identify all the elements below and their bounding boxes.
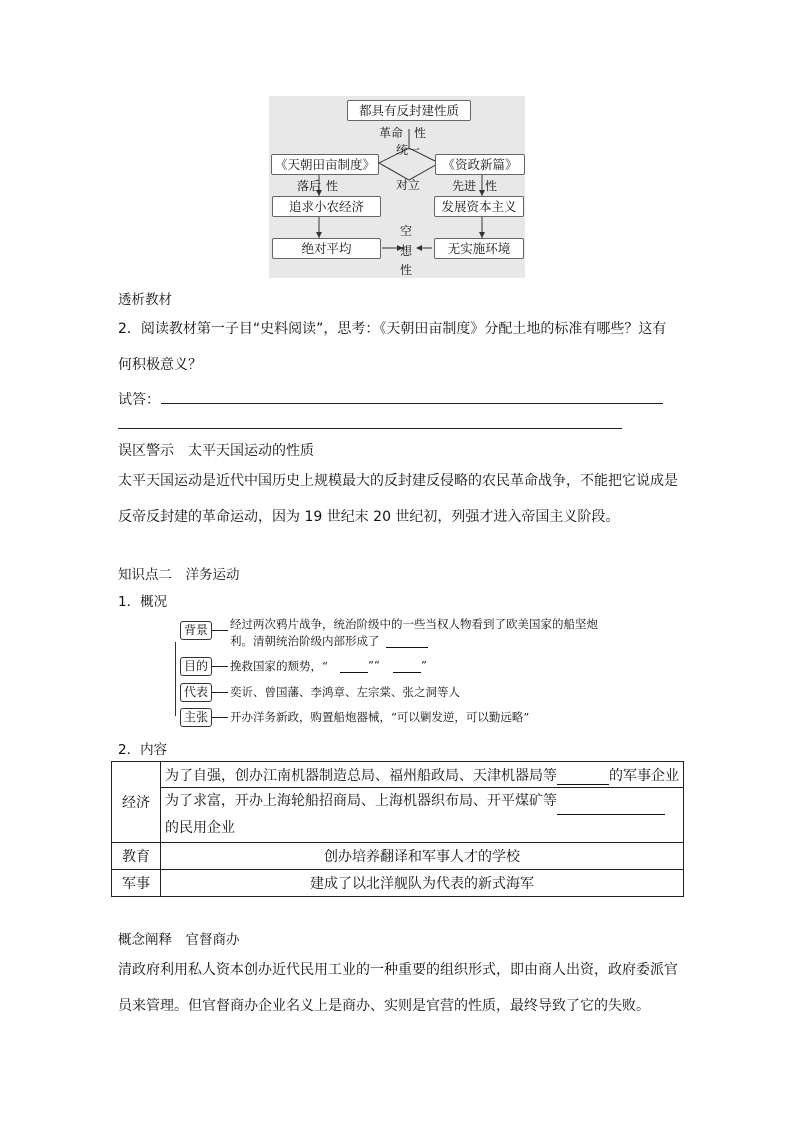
diagram-top-box: 都具有反封建性质 <box>347 100 471 121</box>
blank-goal-1[interactable] <box>340 658 368 673</box>
diagram-left-bottom: 绝对平均 <box>272 238 381 259</box>
question-line-2: 何积极意义？ <box>118 357 202 373</box>
econ-row-2-cont: 的民用企业 <box>165 820 235 836</box>
subheading-overview: 1．概况 <box>118 594 168 610</box>
blank-bg[interactable] <box>386 633 428 648</box>
overview-rep-text: 奕䜣、曾国藩、李鸿章、左宗棠、张之洞等人 <box>230 685 460 699</box>
overview-goal-end: ” <box>421 658 427 672</box>
label-tongyi: 统一 <box>396 143 421 157</box>
overview-rep-label: 代表 <box>180 683 212 702</box>
warning-line-1: 太平天国运动是近代中国历史上规模最大的反封建反侵略的农民革命战争，不能把它说成是 <box>118 473 678 489</box>
rep-connector <box>212 692 228 693</box>
label-xing-2: 性 <box>326 179 339 193</box>
goal-connector <box>212 666 228 667</box>
table-row <box>112 788 684 843</box>
warning-heading: 误区警示 太平天国运动的性质 <box>118 443 314 459</box>
edu-text: 创办培养翻译和军事人才的学校 <box>324 849 520 865</box>
overview-bg-text-2: 利。清朝统治阶级内部形成了 <box>230 634 380 648</box>
overview-goal-label: 目的 <box>180 657 212 676</box>
label-geming: 革命 <box>379 126 404 140</box>
econ-row-2-text: 为了求富，开办上海轮船招商局、上海机器织布局、开平煤矿等 <box>165 793 557 809</box>
blank-civil[interactable] <box>557 800 665 815</box>
overview-bg-label: 背景 <box>180 621 212 640</box>
econ-row-1-end: 的军事企业 <box>609 767 679 784</box>
blank-military[interactable] <box>557 770 609 785</box>
table-row <box>112 870 684 897</box>
table-row <box>112 843 684 870</box>
diagram-right-book: 《资政新篇》 <box>435 154 525 175</box>
section-heading-textbook: 透析教材 <box>118 292 172 308</box>
econ-label: 经济 <box>122 795 150 811</box>
section-heading-yangwu: 知识点二 洋务运动 <box>118 567 240 583</box>
concept-line-2: 员来管理。但官督商办企业名义上是商办、实则是官营的性质，最终导致了它的失败。 <box>118 998 650 1014</box>
label-xiang: 想 <box>400 244 413 258</box>
label-xianjin: 先进 <box>452 179 477 193</box>
edu-label-cell <box>112 843 161 870</box>
content-table <box>111 761 684 897</box>
answer-line-1[interactable] <box>161 403 663 404</box>
answer-line-2[interactable] <box>118 428 622 429</box>
edu-label: 教育 <box>122 849 150 865</box>
question-line-1: 2．阅读教材第一子目“史料阅读”，思考：《天朝田亩制度》分配土地的标准有哪些？这有 <box>118 321 667 337</box>
warning-line-2: 反帝反封建的革命运动，因为 19 世纪末 20 世纪初，列强才进入帝国主义阶段。 <box>118 509 620 525</box>
overview-goal-mid: ”“ <box>368 658 380 672</box>
edu-text-cell <box>161 843 684 870</box>
diagram-left-book: 《天朝田亩制度》 <box>271 154 379 175</box>
claim-connector <box>212 717 228 718</box>
diagram-right-bottom: 无实施环境 <box>434 238 524 259</box>
concept-heading: 概念阐释 官督商办 <box>118 932 240 948</box>
label-kong: 空 <box>400 224 413 238</box>
econ-row-1-cell <box>161 762 684 788</box>
econ-row-1-text: 为了自强，创办江南机器制造总局、福州船政局、天津机器局等 <box>165 767 557 784</box>
label-xing-4: 性 <box>400 263 413 277</box>
concept-line-1: 清政府利用私人资本创办近代民用工业的一种重要的组织形式，即由商人出资，政府委派官 <box>118 962 678 978</box>
label-xing-3: 性 <box>485 179 498 193</box>
overview-claim-label: 主张 <box>180 708 212 727</box>
econ-row-2-cell <box>161 788 684 843</box>
diagram-left-mid: 追求小农经济 <box>272 196 381 217</box>
diagram-right-mid: 发展资本主义 <box>434 196 524 217</box>
overview-goal-text: 挽救国家的颓势，“ <box>230 659 328 673</box>
label-luohou: 落后 <box>297 179 322 193</box>
table-row <box>112 762 684 788</box>
overview-claim-text: 开办洋务新政，购置船炮器械，“可以剿发逆，可以勤远略” <box>230 710 530 724</box>
label-xing-1: 性 <box>414 126 427 140</box>
mil-label: 军事 <box>122 876 150 892</box>
overview-bg-text-1: 经过两次鸦片战争，统治阶级中的一些当权人物看到了欧美国家的船坚炮 <box>230 617 598 631</box>
subheading-content: 2．内容 <box>118 742 168 758</box>
blank-goal-2[interactable] <box>393 658 421 673</box>
label-duili: 对立 <box>396 178 421 192</box>
econ-label-cell <box>112 762 161 843</box>
mil-label-cell <box>112 870 161 897</box>
mil-text-cell <box>161 870 684 897</box>
concept-diagram <box>269 96 525 278</box>
bg-connector <box>212 630 228 631</box>
overview-spine <box>175 642 176 716</box>
answer-label: 试答： <box>118 392 160 408</box>
mil-text: 建成了以北洋舰队为代表的新式海军 <box>310 876 534 892</box>
